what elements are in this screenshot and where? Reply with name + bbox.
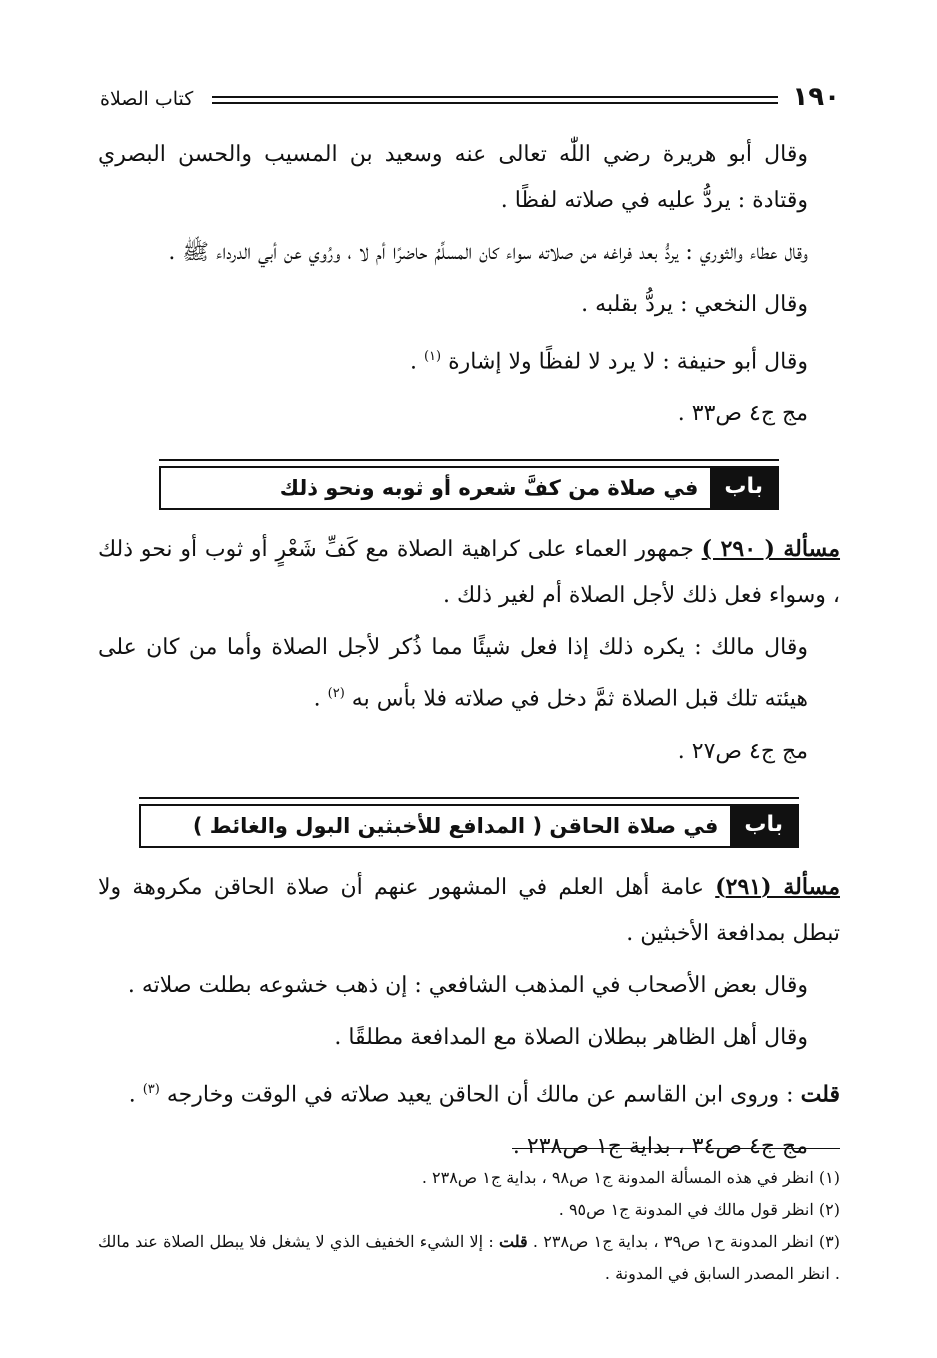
section-label: باب [710, 468, 777, 508]
masala-label: مسألة ( ٢٩٠ ) [701, 536, 841, 563]
section-heading [139, 804, 799, 848]
paragraph [98, 334, 840, 385]
section-heading-frame [159, 459, 779, 510]
page-number: ١٩٠ [792, 82, 840, 112]
qultu-label: قلت [499, 1232, 528, 1251]
reference-line: مج ج٤ ص٣٣ . [677, 401, 808, 427]
paragraph: وقال أبو هريرة رضي اللّٰه تعالى عنه وسعيد بن المسيب والحسن البصري وقتادة : يردُّ عليه في صلاته لفظًا . [98, 142, 808, 213]
book-title: كتاب الصلاة [100, 88, 194, 110]
paragraph [98, 526, 840, 619]
paragraph [98, 625, 840, 722]
reference-line: مج ج٤ ص٣٤ ، بداية ج١ ص٢٣٨ . [512, 1133, 808, 1159]
footnote-marker: (٢) [327, 686, 345, 702]
reference-line: مج ج٤ ص٢٧ . [677, 738, 808, 764]
header-rule [212, 96, 778, 98]
section-heading-frame [139, 797, 799, 848]
footnote-text: (٣) انظر المدونة ح١ ص٣٩ ، بداية ج١ ص٢٣٨ . [527, 1232, 840, 1251]
footnote: (٢) انظر قول مالك في المدونة ج١ ص٩٥ . [558, 1200, 840, 1219]
paragraph-end: . [128, 1081, 143, 1107]
main-text [98, 132, 840, 1176]
footnote: (١) انظر في هذه المسألة المدونة ج١ ص٩٨ ، بداية ج١ ص٢٣٨ . [421, 1168, 840, 1187]
paragraph-text: : وروى ابن القاسم عن مالك أن الحاقن يعيد صلاته في الوقت وخارجه [166, 1081, 801, 1107]
masala-label: مسألة (٢٩١) [715, 873, 840, 900]
section-heading [159, 466, 779, 510]
paragraph [98, 1067, 840, 1118]
footnote [98, 1226, 840, 1290]
paragraph: وقال النخعي : يردُّ بقلبه . [581, 292, 808, 317]
footnote-separator [512, 1148, 840, 1149]
paragraph-end: . [313, 686, 328, 712]
footnote-text: : إلا الشيء الخفيف الذي لا يشغل فلا يبطل الصلاة عند مالك . انظر المصدر السابق في المدونة . [98, 1232, 840, 1283]
paragraph: وقال عطاء والثوري : يردُّ بعد فراغه من صلاته سواء كان المسلِّمُ حاضرًا أم لا ، ورُوي عن أبي الدرداء ﷺ . [168, 240, 808, 265]
paragraph-end: . [409, 349, 424, 375]
paragraph [98, 864, 840, 957]
section-title: في صلاة الحاقن ( المدافع للأخبثين البول والغائط ) [192, 813, 719, 838]
page-header [100, 84, 840, 120]
footnote-marker: (٣) [142, 1081, 160, 1097]
paragraph-text: عامة أهل العلم في المشهور عنهم أن صلاة الحاقن مكروهة ولا تبطل بمدافعة الأخبثين . [98, 874, 840, 946]
paragraph-text: وقال مالك : يكره ذلك إذا فعل شيئًا مما ذُكر لأجل الصلاة وأما من كان على هيئته تلك قبل الصلاة ثمَّ دخل في صلاته فلا بأس به [98, 635, 808, 712]
footnote-marker: (١) [423, 349, 442, 364]
paragraph-text: وقال أبو حنيفة : لا يرد لا لفظًا ولا إشارة [448, 349, 808, 375]
footnotes [98, 1162, 840, 1290]
qultu-label: قلت [800, 1080, 840, 1107]
paragraph: وقال بعض الأصحاب في المذهب الشافعي : إن ذهب خشوعه بطلت صلاته . [127, 972, 808, 998]
paragraph: وقال أهل الظاهر ببطلان الصلاة مع المدافعة مطلقًا . [334, 1024, 808, 1050]
section-title: في صلاة من كفَّ شعره أو ثوبه ونحو ذلك [279, 476, 699, 501]
paragraph-text: جمهور العماء على كراهية الصلاة مع كَفِّ شَعْرٍ أو ثوب أو نحو ذلك ، وسواء فعل ذلك لأجل الصلاة أم لغير ذلك . [98, 537, 840, 609]
section-label: باب [730, 806, 797, 846]
